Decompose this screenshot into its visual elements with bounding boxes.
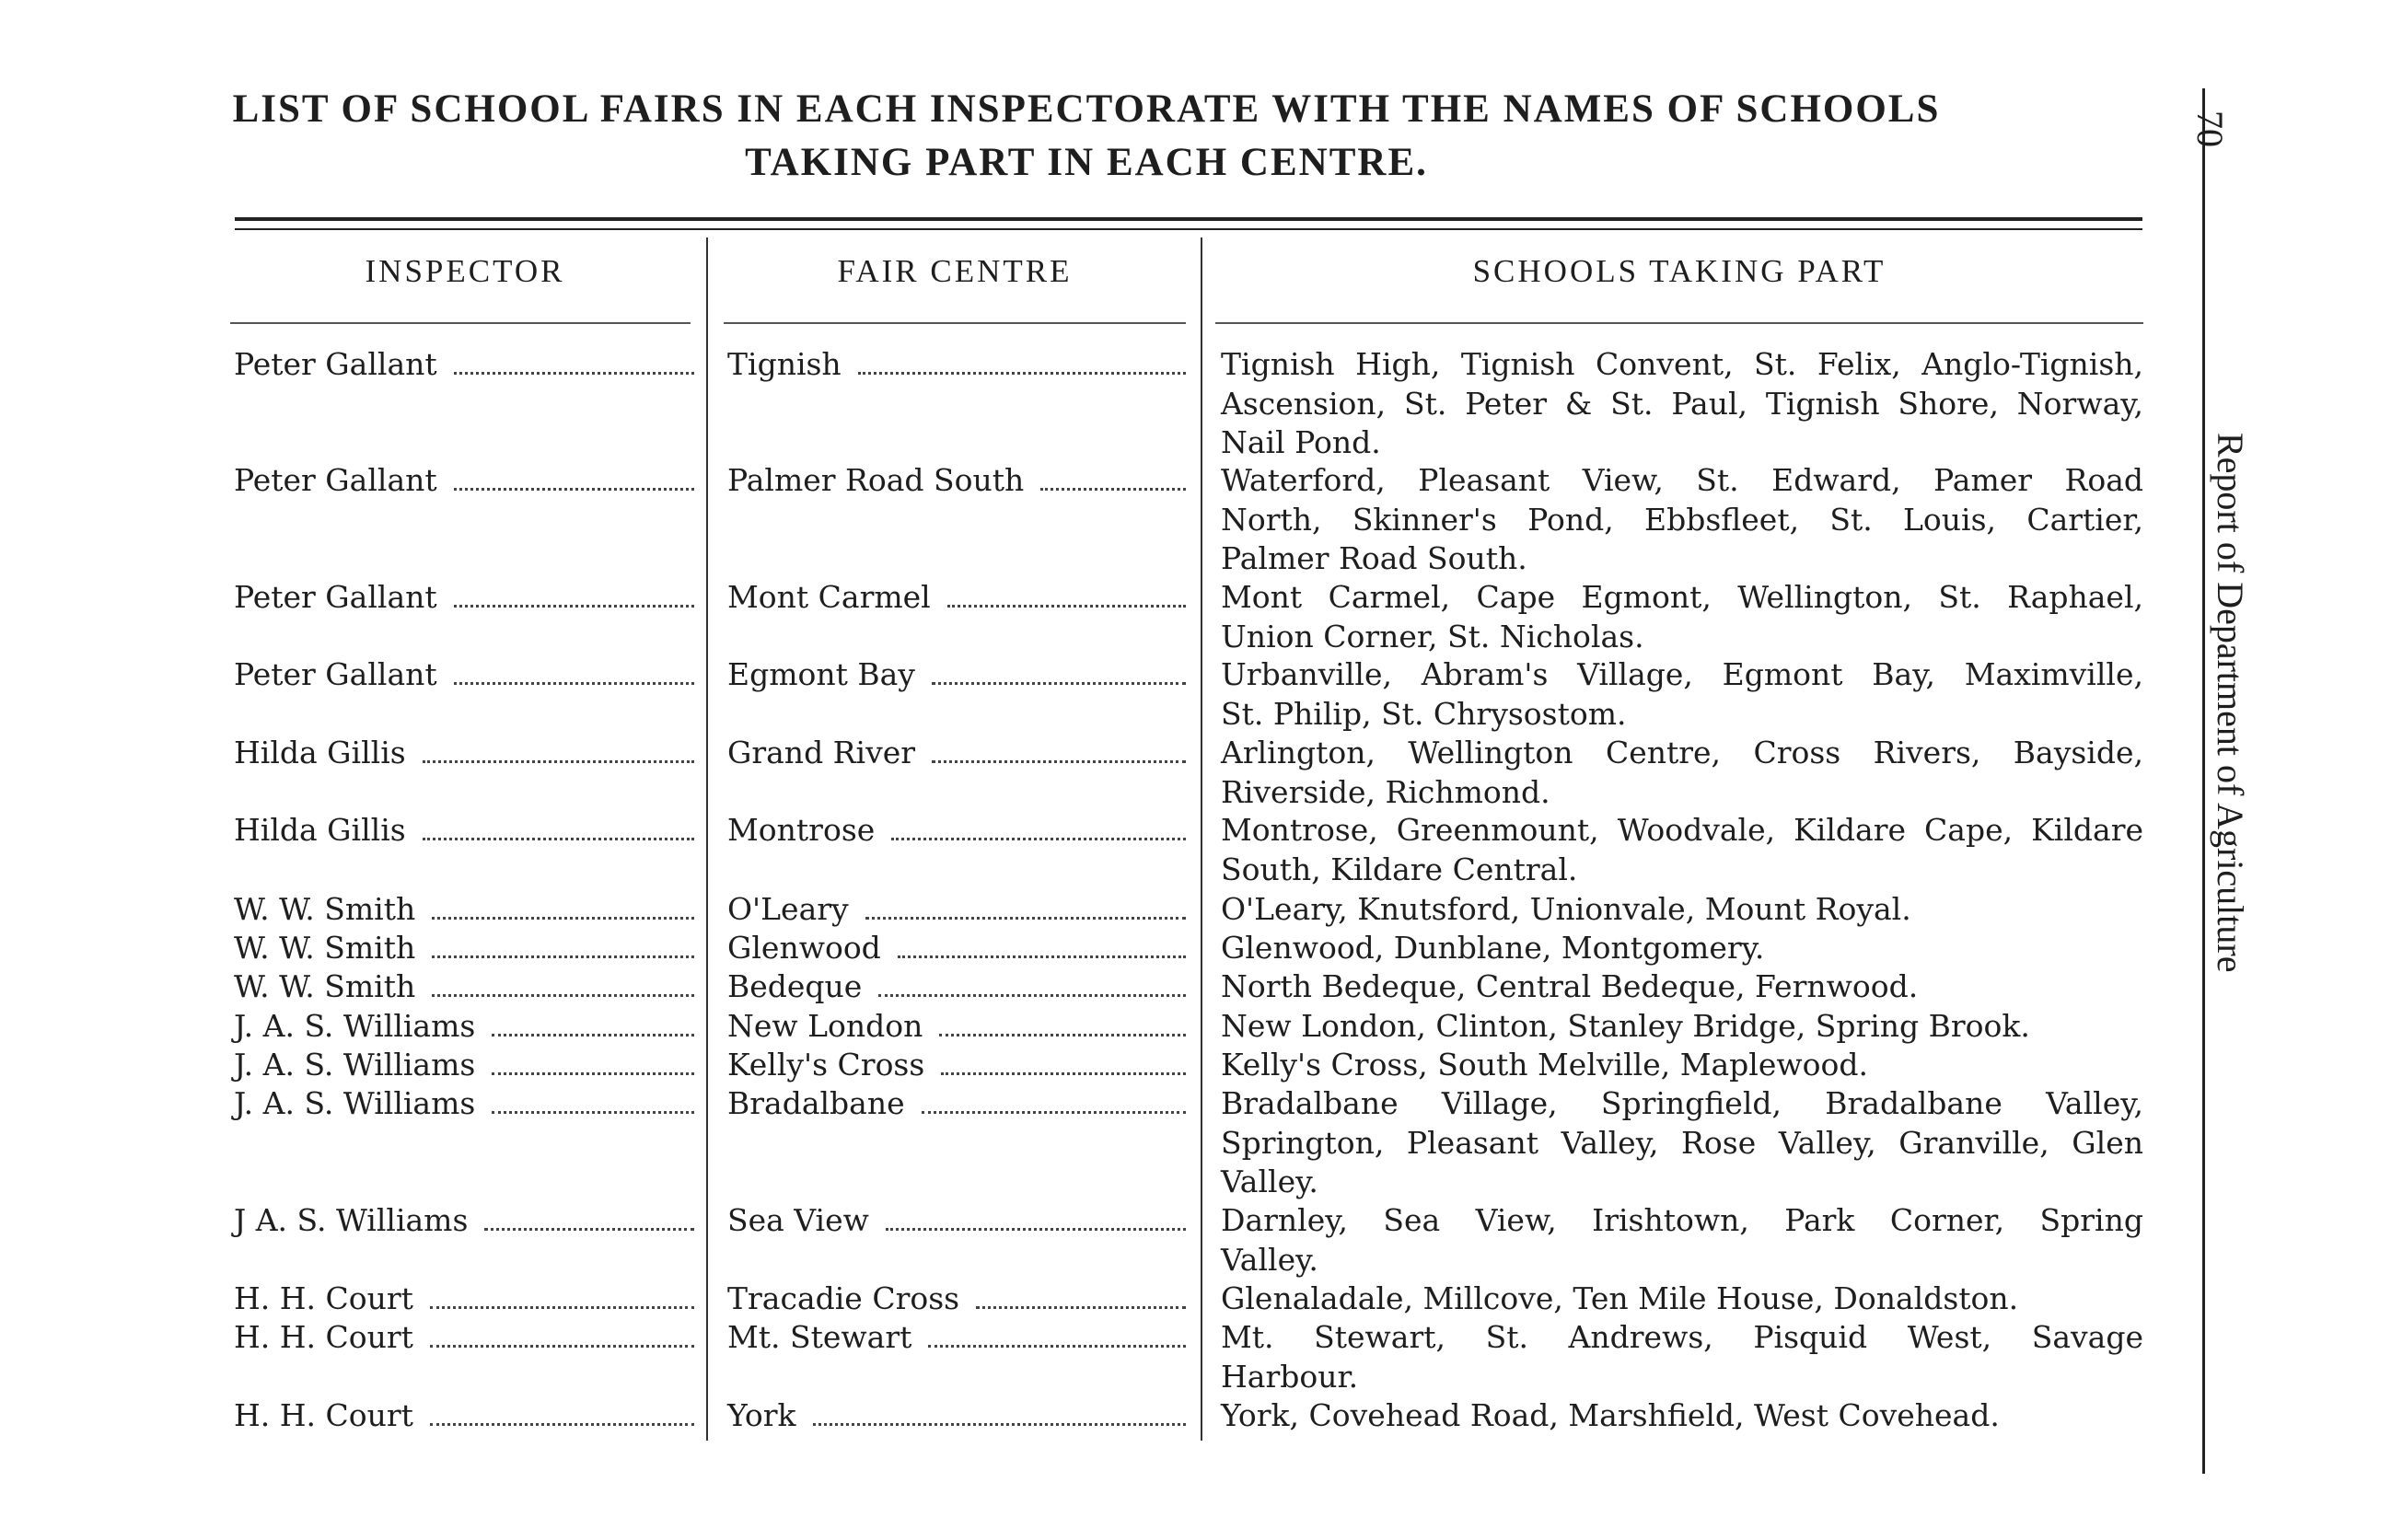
- inspector-cell: [234, 1279, 694, 1318]
- schools-line: Tignish High, Tignish Convent, St. Felix, Anglo-Tignish,: [1221, 346, 2143, 382]
- table-top-rule: [235, 217, 2142, 221]
- inspector-cell: [234, 811, 694, 850]
- fair-centre-name: Tignish: [727, 346, 842, 382]
- schools-line: South, Kildare Central.: [1221, 851, 1578, 887]
- header-fair-centre: FAIR CENTRE: [837, 253, 1073, 289]
- header-underline-inspector: [230, 322, 691, 324]
- table-row: [0, 1396, 2210, 1435]
- inspector-cell: [234, 1007, 694, 1046]
- leader-dots: [423, 838, 694, 840]
- schools-line: Harbour.: [1221, 1358, 1359, 1395]
- fair-centre-name: Palmer Road South: [727, 462, 1025, 498]
- schools-line: North Bedeque, Central Bedeque, Fernwood.: [1221, 968, 1919, 1004]
- leader-dots: [454, 372, 694, 375]
- schools-cell: [1221, 1318, 2143, 1396]
- leader-dots: [423, 760, 694, 763]
- schools-cell: [1221, 578, 2143, 656]
- schools-cell: [1221, 1279, 2143, 1319]
- inspector-name: Hilda Gillis: [234, 812, 406, 848]
- schools-line: Glenwood, Dunblane, Montgomery.: [1221, 930, 1765, 966]
- fair-centre-name: Egmont Bay: [727, 656, 915, 692]
- schools-line: York, Covehead Road, Marshfield, West Covehead.: [1221, 1397, 2000, 1433]
- page-number: 70: [2189, 110, 2231, 147]
- inspector-name: J. A. S. Williams: [234, 1047, 476, 1083]
- fair-centre-name: New London: [727, 1008, 923, 1044]
- schools-cell: [1221, 929, 2143, 968]
- leader-dots: [484, 1228, 694, 1231]
- fair-centre-name: Grand River: [727, 735, 916, 770]
- leader-dots: [898, 955, 1186, 958]
- leader-dots: [928, 1345, 1186, 1348]
- fair-centre-name: O'Leary: [727, 891, 849, 927]
- schools-line: Glenaladale, Millcove, Ten Mile House, Donaldston.: [1221, 1280, 2019, 1316]
- leader-dots: [492, 1111, 694, 1114]
- title-line-1: LIST OF SCHOOL FAIRS IN EACH INSPECTORATE WITH THE NAMES OF SCHOOLS: [232, 87, 1941, 131]
- schools-cell: [1221, 967, 2143, 1007]
- schools-line: North, Skinner's Pond, Ebbsfleet, St. Louis, Cartier,: [1221, 501, 2143, 538]
- header-underline-fair: [724, 322, 1186, 324]
- inspector-name: H. H. Court: [234, 1319, 413, 1355]
- fair-centre-cell: [727, 1279, 1186, 1318]
- inspector-cell: [234, 1046, 694, 1084]
- inspector-cell: [234, 929, 694, 967]
- inspector-name: Hilda Gillis: [234, 735, 406, 770]
- fair-centre-name: Glenwood: [727, 930, 881, 966]
- fair-centre-cell: [727, 1084, 1186, 1123]
- inspector-cell: [234, 655, 694, 694]
- schools-cell: [1221, 1396, 2143, 1436]
- inspector-cell: [234, 1084, 694, 1123]
- margin-rule: [2202, 88, 2205, 1474]
- fair-centre-cell: [727, 811, 1186, 850]
- schools-line: Montrose, Greenmount, Woodvale, Kildare Cape, Kildare: [1221, 812, 2143, 848]
- leader-dots: [1040, 488, 1186, 491]
- schools-line: New London, Clinton, Stanley Bridge, Spring Brook.: [1221, 1008, 2030, 1044]
- fair-centre-cell: [727, 967, 1186, 1006]
- schools-cell: [1221, 1007, 2143, 1047]
- table-row: [0, 1046, 2210, 1084]
- table-row: [0, 578, 2210, 654]
- fair-centre-name: Tracadie Cross: [727, 1280, 960, 1316]
- fair-centre-cell: [727, 461, 1186, 500]
- header-schools: SCHOOLS TAKING PART: [1472, 253, 1886, 289]
- table-row: [0, 461, 2210, 576]
- schools-line: Springton, Pleasant Valley, Rose Valley, Granville, Glen: [1221, 1124, 2143, 1161]
- leader-dots: [432, 994, 694, 997]
- table-row: [0, 929, 2210, 967]
- fair-centre-name: Bradalbane: [727, 1085, 905, 1121]
- table-row: [0, 811, 2210, 887]
- fair-centre-cell: [727, 1318, 1186, 1357]
- inspector-name: H. H. Court: [234, 1397, 413, 1433]
- schools-line: Union Corner, St. Nicholas.: [1221, 618, 1644, 654]
- table-row: [0, 1201, 2210, 1278]
- leader-dots: [432, 917, 694, 920]
- leader-dots: [430, 1306, 694, 1309]
- inspector-cell: [234, 890, 694, 929]
- schools-line: O'Leary, Knutsford, Unionvale, Mount Royal.: [1221, 891, 1911, 927]
- leader-dots: [976, 1306, 1186, 1309]
- leader-dots: [932, 682, 1186, 685]
- leader-dots: [813, 1423, 1186, 1426]
- inspector-cell: [234, 1396, 694, 1435]
- schools-line: Riverside, Richmond.: [1221, 773, 1550, 810]
- fair-centre-cell: [727, 1007, 1186, 1046]
- fair-centre-cell: [727, 1201, 1186, 1240]
- leader-dots: [932, 760, 1186, 763]
- fair-centre-cell: [727, 734, 1186, 772]
- fair-centre-cell: [727, 1046, 1186, 1084]
- inspector-cell: [234, 734, 694, 772]
- leader-dots: [492, 1034, 694, 1036]
- schools-cell: [1221, 1084, 2143, 1202]
- leader-dots: [941, 1072, 1186, 1075]
- schools-cell: [1221, 1201, 2143, 1279]
- fair-centre-name: Kelly's Cross: [727, 1047, 925, 1083]
- inspector-name: Peter Gallant: [234, 346, 437, 382]
- leader-dots: [947, 605, 1186, 608]
- inspector-name: W. W. Smith: [234, 968, 416, 1004]
- inspector-name: J. A. S. Williams: [234, 1085, 476, 1121]
- fair-centre-name: York: [727, 1397, 796, 1433]
- table-row: [0, 1318, 2210, 1395]
- schools-line: Valley.: [1221, 1164, 1318, 1199]
- inspector-cell: [234, 1201, 694, 1240]
- inspector-name: Peter Gallant: [234, 579, 437, 615]
- leader-dots: [430, 1423, 694, 1426]
- table-row: [0, 1007, 2210, 1046]
- schools-cell: [1221, 1046, 2143, 1085]
- leader-dots: [858, 372, 1186, 375]
- schools-cell: [1221, 811, 2143, 889]
- inspector-name: Peter Gallant: [234, 656, 437, 692]
- table-row: [0, 655, 2210, 732]
- leader-dots: [454, 605, 694, 608]
- schools-line: Waterford, Pleasant View, St. Edward, Pamer Road: [1221, 462, 2143, 498]
- header-inspector: INSPECTOR: [365, 253, 565, 289]
- schools-line: Ascension, St. Peter & St. Paul, Tignish Shore, Norway,: [1221, 385, 2143, 422]
- table-row: [0, 734, 2210, 810]
- table-top-rule-thin: [235, 228, 2142, 230]
- leader-dots: [492, 1072, 694, 1075]
- schools-line: Nail Pond.: [1221, 424, 1381, 460]
- fair-centre-cell: [727, 655, 1186, 694]
- leader-dots: [891, 838, 1186, 840]
- leader-dots: [886, 1228, 1186, 1231]
- document-title: [230, 83, 1943, 190]
- inspector-name: W. W. Smith: [234, 891, 416, 927]
- table-row: [0, 345, 2210, 460]
- fair-centre-name: Mt. Stewart: [727, 1319, 912, 1355]
- schools-line: Arlington, Wellington Centre, Cross Rivers, Bayside,: [1221, 735, 2143, 770]
- inspector-cell: [234, 461, 694, 500]
- schools-line: St. Philip, St. Chrysostom.: [1221, 695, 1627, 732]
- schools-cell: [1221, 461, 2143, 579]
- inspector-cell: [234, 345, 694, 384]
- schools-line: Mt. Stewart, St. Andrews, Pisquid West, Savage: [1221, 1319, 2143, 1355]
- schools-line: Kelly's Cross, South Melville, Maplewood.: [1221, 1047, 1868, 1083]
- leader-dots: [430, 1345, 694, 1348]
- schools-line: Urbanville, Abram's Village, Egmont Bay, Maximville,: [1221, 656, 2143, 692]
- schools-cell: [1221, 734, 2143, 812]
- leader-dots: [922, 1111, 1186, 1114]
- inspector-name: J. A. S. Williams: [234, 1008, 476, 1044]
- fair-centre-cell: [727, 1396, 1186, 1435]
- table-row: [0, 1279, 2210, 1318]
- schools-line: Mont Carmel, Cape Egmont, Wellington, St. Raphael,: [1221, 579, 2143, 615]
- schools-cell: [1221, 655, 2143, 734]
- leader-dots: [939, 1034, 1186, 1036]
- inspector-name: Peter Gallant: [234, 462, 437, 498]
- schools-line: Bradalbane Village, Springfield, Bradalbane Valley,: [1221, 1085, 2143, 1121]
- leader-dots: [454, 488, 694, 491]
- fair-centre-cell: [727, 890, 1186, 929]
- fair-centre-name: Bedeque: [727, 968, 863, 1004]
- table-row: [0, 967, 2210, 1006]
- schools-cell: [1221, 890, 2143, 930]
- leader-dots: [865, 917, 1186, 920]
- fair-centre-name: Sea View: [727, 1202, 869, 1238]
- header-underline-schools: [1215, 322, 2143, 324]
- inspector-name: W. W. Smith: [234, 930, 416, 966]
- fair-centre-cell: [727, 345, 1186, 384]
- schools-cell: [1221, 345, 2143, 463]
- fair-centre-cell: [727, 929, 1186, 967]
- schools-line: Valley.: [1221, 1241, 1318, 1278]
- fair-centre-name: Montrose: [727, 812, 876, 848]
- leader-dots: [432, 955, 694, 958]
- schools-line: Palmer Road South.: [1221, 540, 1527, 576]
- inspector-cell: [234, 967, 694, 1006]
- fair-centre-cell: [727, 578, 1186, 617]
- running-head: Report of Department of Agriculture: [2210, 433, 2251, 973]
- table-row: [0, 890, 2210, 929]
- table-row: [0, 1084, 2210, 1199]
- fair-centre-name: Mont Carmel: [727, 579, 931, 615]
- inspector-name: H. H. Court: [234, 1280, 413, 1316]
- leader-dots: [454, 682, 694, 685]
- inspector-cell: [234, 1318, 694, 1357]
- leader-dots: [878, 994, 1186, 997]
- schools-line: Darnley, Sea View, Irishtown, Park Corner, Spring: [1221, 1202, 2143, 1238]
- inspector-cell: [234, 578, 694, 617]
- inspector-name: J A. S. Williams: [234, 1202, 469, 1238]
- title-line-2: TAKING PART IN EACH CENTRE.: [745, 141, 1428, 184]
